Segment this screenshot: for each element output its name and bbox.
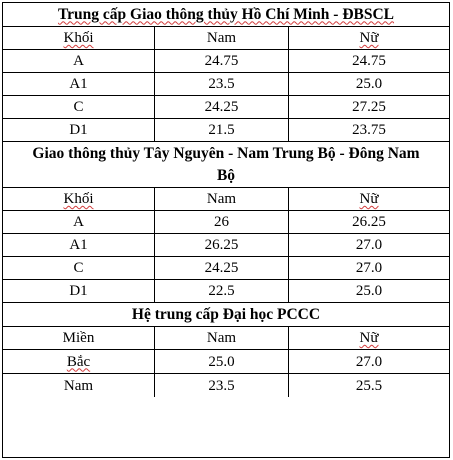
table-row [3,119,449,142]
section-1-title-row [3,3,449,27]
row-label: C [3,257,155,279]
score-nam: 24.25 [155,96,289,118]
table-row [3,280,449,303]
header-nam: Nam [155,327,289,349]
section-3-header-row [3,327,449,350]
header-nu: Nữ [359,191,379,207]
row-label: Bắc [3,350,155,373]
score-nu: 23.75 [352,122,386,138]
section-2-title: Giao thông thủy Tây Nguyên - Nam Trung Bộ - Đông Nam Bộ [32,144,420,184]
score-nu: 25.0 [355,76,383,92]
row-label: A1 [3,234,155,256]
score-nu: 27.0 [355,353,383,370]
score-nu: 25.0 [355,283,383,299]
table-row [3,211,449,234]
row-label: D1 [3,119,155,141]
row-label: A [3,211,155,233]
table-row [3,234,449,257]
header-nam: Nam [155,27,289,49]
score-nam: 25.0 [155,350,289,373]
score-nu: 24.75 [352,53,386,69]
section-3-title: Hệ trung cấp Đại học PCCC [131,305,321,323]
table-row [3,96,449,119]
score-nu: 27.0 [355,237,383,253]
score-nam: 22.5 [155,280,289,302]
section-1-title: Trung cấp Giao thông thủy Hồ Chí Minh - ĐBSCL [57,5,395,23]
table-row [3,374,449,397]
section-2-header-row [3,188,449,211]
table-row [3,350,449,374]
score-nam: 26.25 [155,234,289,256]
score-nu: 25.5 [355,377,383,394]
score-nam: 21.5 [155,119,289,141]
score-nam: 24.75 [155,50,289,72]
header-nu: Nữ [359,30,379,46]
score-nu: 26.25 [352,214,386,230]
table-row [3,257,449,280]
score-nu: 27.0 [355,260,383,276]
header-mien: Miền [3,327,155,349]
score-nam: 26 [155,211,289,233]
score-nu: 27.25 [352,99,386,115]
header-nam: Nam [155,188,289,210]
row-label: C [3,96,155,118]
header-khoi: Khối [3,27,155,49]
score-nam: 23.5 [155,374,289,397]
score-table [2,2,450,458]
table-row [3,50,449,73]
score-nam: 24.25 [155,257,289,279]
row-label: A [3,50,155,72]
table-row [3,73,449,96]
header-nu: Nữ [359,330,379,346]
row-label: A1 [3,73,155,95]
score-nam: 23.5 [155,73,289,95]
section-3-title-row [3,303,449,327]
header-khoi: Khối [3,188,155,210]
section-1-header-row [3,27,449,50]
row-label: D1 [3,280,155,302]
section-2-title-row [3,142,449,188]
row-label: Nam [3,374,155,397]
